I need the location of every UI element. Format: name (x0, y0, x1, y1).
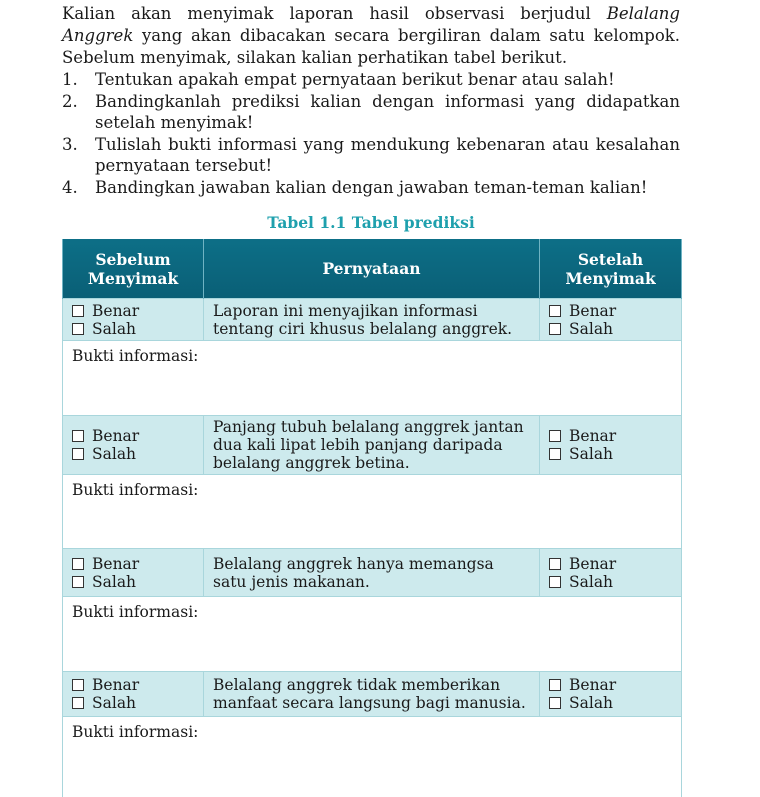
checkbox-true-before[interactable] (72, 430, 84, 442)
checkbox-false-after[interactable] (549, 448, 561, 460)
instruction-text: Tentukan apakah empat pernyataan berikut benar atau salah! (95, 70, 615, 89)
option-label-false: Salah (569, 694, 614, 712)
instruction-item (62, 177, 680, 199)
evidence-cell[interactable] (63, 717, 682, 797)
evidence-cell[interactable] (63, 475, 682, 549)
checkbox-true-after[interactable] (549, 430, 561, 442)
instruction-item (62, 69, 680, 91)
after-options (540, 416, 682, 475)
table-row (63, 549, 682, 597)
evidence-cell[interactable] (63, 597, 682, 672)
instruction-item (62, 134, 680, 177)
checkbox-false-before[interactable] (72, 576, 84, 588)
option-label-false: Salah (569, 572, 614, 591)
statement-cell: Belalang anggrek tidak memberikan manfaat secara langsung bagi manusia. (204, 672, 540, 717)
after-options (540, 299, 682, 341)
statement-cell: Laporan ini menyajikan informasi tentang ciri khusus belalang anggrek. (204, 299, 540, 341)
instruction-number: 4. (62, 177, 78, 197)
option-label-true: Benar (569, 554, 617, 573)
evidence-label: Bukti informasi: (72, 723, 199, 741)
checkbox-false-after[interactable] (549, 697, 561, 709)
after-options (540, 672, 682, 717)
table-header-row (63, 239, 682, 299)
option-label-false: Salah (569, 319, 614, 338)
checkbox-true-before[interactable] (72, 558, 84, 570)
option-label-true: Benar (92, 301, 140, 320)
evidence-label: Bukti informasi: (72, 603, 199, 621)
option-label-true: Benar (92, 427, 140, 445)
option-label-false: Salah (92, 319, 137, 338)
before-options (63, 416, 204, 475)
before-options (63, 672, 204, 717)
header-after-listening: Setelah Menyimak (540, 239, 682, 299)
evidence-row (63, 341, 682, 416)
table-row (63, 672, 682, 717)
instruction-number: 1. (62, 70, 78, 89)
checkbox-true-after[interactable] (549, 679, 561, 691)
table-row (63, 416, 682, 475)
header-before-listening: Sebelum Menyimak (63, 239, 204, 299)
checkbox-true-before[interactable] (72, 679, 84, 691)
evidence-row (63, 597, 682, 672)
intro-paragraph (62, 3, 680, 69)
checkbox-false-before[interactable] (72, 448, 84, 460)
checkbox-true-after[interactable] (549, 558, 561, 570)
option-label-false: Salah (92, 445, 137, 463)
option-label-true: Benar (569, 676, 617, 694)
evidence-label: Bukti informasi: (72, 481, 199, 499)
report-title: Belalang Anggrek (62, 4, 680, 45)
instruction-number: 3. (62, 134, 78, 154)
header-statement: Pernyataan (204, 239, 540, 299)
prediction-table (62, 239, 682, 797)
option-label-false: Salah (569, 445, 614, 463)
checkbox-false-after[interactable] (549, 576, 561, 588)
option-label-false: Salah (92, 572, 137, 591)
before-options (63, 299, 204, 341)
statement-cell: Panjang tubuh belalang anggrek jantan dua kali lipat lebih panjang daripada belalang anggrek betina. (204, 416, 540, 475)
instruction-text: Bandingkanlah prediksi kalian dengan informasi yang didapatkan setelah menyimak! (95, 91, 680, 132)
checkbox-true-before[interactable] (72, 305, 84, 317)
table-row (63, 299, 682, 341)
instruction-item (62, 91, 680, 134)
after-options (540, 549, 682, 597)
intro-text-2: yang akan dibacakan secara bergiliran dalam satu kelompok. Sebelum menyimak, silakan kalian perhatikan tabel berikut. (62, 26, 680, 67)
before-options (63, 549, 204, 597)
option-label-true: Benar (92, 676, 140, 694)
instruction-text: Bandingkan jawaban kalian dengan jawaban teman-teman kalian! (95, 177, 648, 197)
evidence-row (63, 475, 682, 549)
instruction-list (62, 69, 680, 198)
statement-cell: Belalang anggrek hanya memangsa satu jenis makanan. (204, 549, 540, 597)
table-caption: Tabel 1.1 Tabel prediksi (267, 213, 475, 232)
evidence-cell[interactable] (63, 341, 682, 416)
checkbox-false-after[interactable] (549, 323, 561, 335)
option-label-false: Salah (92, 694, 137, 712)
option-label-true: Benar (92, 554, 140, 573)
option-label-true: Benar (569, 427, 617, 445)
intro-text-1: Kalian akan menyimak laporan hasil observasi berjudul (62, 4, 607, 23)
checkbox-true-after[interactable] (549, 305, 561, 317)
option-label-true: Benar (569, 301, 617, 320)
checkbox-false-before[interactable] (72, 697, 84, 709)
evidence-row (63, 717, 682, 797)
checkbox-false-before[interactable] (72, 323, 84, 335)
instruction-text: Tulislah bukti informasi yang mendukung kebenaran atau kesalahan pernyataan tersebut! (95, 134, 680, 175)
instruction-number: 2. (62, 91, 78, 111)
evidence-label: Bukti informasi: (72, 347, 199, 365)
